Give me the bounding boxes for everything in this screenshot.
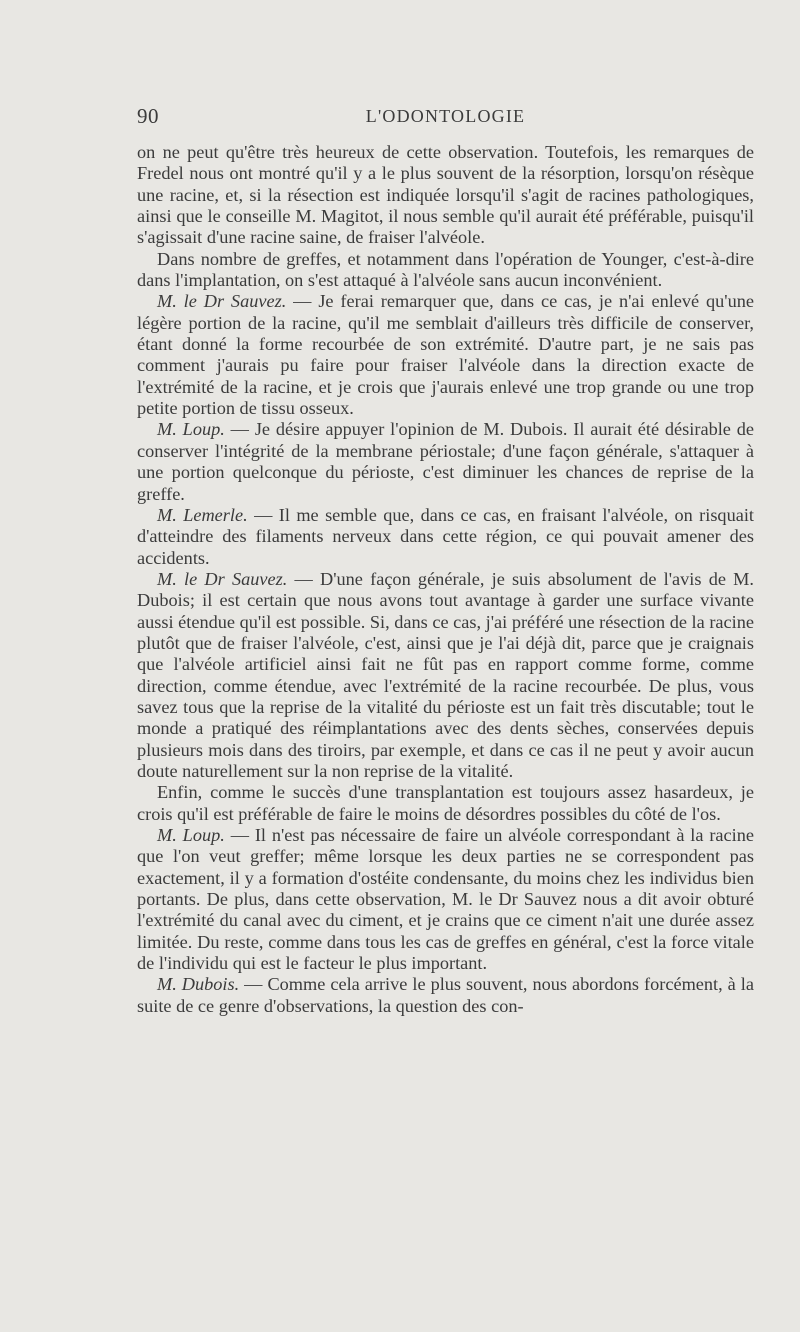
speaker-name: M. Loup.: [157, 419, 225, 440]
paragraph: [137, 569, 754, 782]
speaker-name: M. Dubois.: [157, 974, 240, 995]
paragraph: [137, 974, 754, 1017]
paragraph: [137, 291, 754, 419]
speaker-name: M. Loup.: [157, 825, 225, 845]
paragraph: [137, 782, 754, 825]
paragraph: [137, 825, 754, 974]
page-header: [137, 104, 754, 134]
paragraph-text: — Je ferai remarquer que, dans ce cas, je n'ai enlevé qu'une légère portion de la racine, qu'il me semblait d'ailleurs très difficile de conserver, étant donné la forme recourbée de son extrémité. D'autre part, je ne sais pas comment j'aurais pu faire pour fraiser l'alvéole dans la direction exacte de l'extrémité de la racine, et je crois que j'aurais enlevé une trop grande ou une trop petite portion de tissu osseux.: [137, 291, 754, 419]
speaker-name: M. le Dr Sauvez.: [157, 568, 288, 589]
paragraph-text: Dans nombre de greffes, et notamment dans l'opération de Younger, c'est-à-dire dans l'implantation, on s'est attaqué à l'alvéole sans aucun inconvénient.: [137, 248, 754, 291]
paragraph-text: — D'une façon générale, je suis absolument de l'avis de M. Dubois; il est certain que nous avons tout avantage à garder une surface vivante aussi étendue qu'il est possible. Si, dans ce cas, j'ai préféré une résection de la racine plutôt que de fraiser l'alvéole, c'est, ainsi que je l'ai déjà dit, parce que je craignais que l'alvéole artificiel ainsi fait ne fût pas en rapport comme forme, comme direction, comme étendue, avec l'extrémité de la racine recourbée. De plus, vous savez tous que la reprise de la vitalité du périoste est un fait très discutable; tout le monde a pratiqué des réimplantations avec des dents sèches, conservées depuis plusieurs mois dans des tiroirs, par exemple, et dans ce cas il ne peut y avoir aucun doute naturellement sur la non reprise de la vitalité.: [137, 568, 754, 781]
paragraph-text: Enfin, comme le succès d'une transplantation est toujours assez hasardeux, je crois qu'il est préférable de faire le moins de désordres possibles du côté de l'os.: [137, 782, 754, 824]
speaker-name: M. le Dr Sauvez.: [157, 291, 287, 312]
paragraph-text: — Il me semble que, dans ce cas, en fraisant l'alvéole, on risquait d'atteindre des filaments nerveux dans cette région, ce qui pouvait amener des accidents.: [137, 504, 754, 568]
paragraph: [137, 142, 754, 249]
paragraph: [137, 419, 754, 504]
paragraph-text: — Comme cela arrive le plus souvent, nous abordons forcément, à la suite de ce genre d'observations, la question des con-: [137, 974, 754, 1016]
paragraph: [137, 249, 754, 292]
body-text: [137, 142, 754, 1017]
paragraph-text: — Il n'est pas nécessaire de faire un alvéole correspondant à la racine que l'on veut greffer; même lorsque les deux parties ne se correspondent pas exactement, il y a formation d'ostéite condensante, du moins chez les individus bien portants. De plus, dans cette observation, M. le Dr Sauvez nous a dit avoir obturé l'extrémité du canal avec du ciment, et je crains que ce ciment n'ait une durée assez limitée. Du reste, comme dans tous les cas de greffes en général, c'est la force vitale de l'individu qui est le facteur le plus important.: [137, 825, 754, 974]
paragraph-text: — Je désire appuyer l'opinion de M. Dubois. Il aurait été désirable de conserver l'intégrité de la membrane périostale; d'une façon générale, s'attaquer à une portion quelconque du périoste, c'est diminuer les chances de reprise de la greffe.: [137, 419, 755, 504]
speaker-name: M. Lemerle.: [157, 504, 248, 525]
running-title: L'ODONTOLOGIE: [365, 106, 526, 126]
page-number: 90: [137, 104, 159, 128]
paragraph: [137, 505, 754, 569]
paragraph-text: on ne peut qu'être très heureux de cette observation. Toutefois, les remarques de Fredel nous ont montré qu'il y a le plus souvent de la résorption, lorsqu'on résèque une racine, et, si la résection est indiquée lorsqu'il s'agit de racines pathologiques, ainsi que le conseille M. Magitot, il nous semble qu'il aurait été préférable, puisqu'il s'agissait d'une racine saine, de fraiser l'alvéole.: [137, 142, 754, 248]
